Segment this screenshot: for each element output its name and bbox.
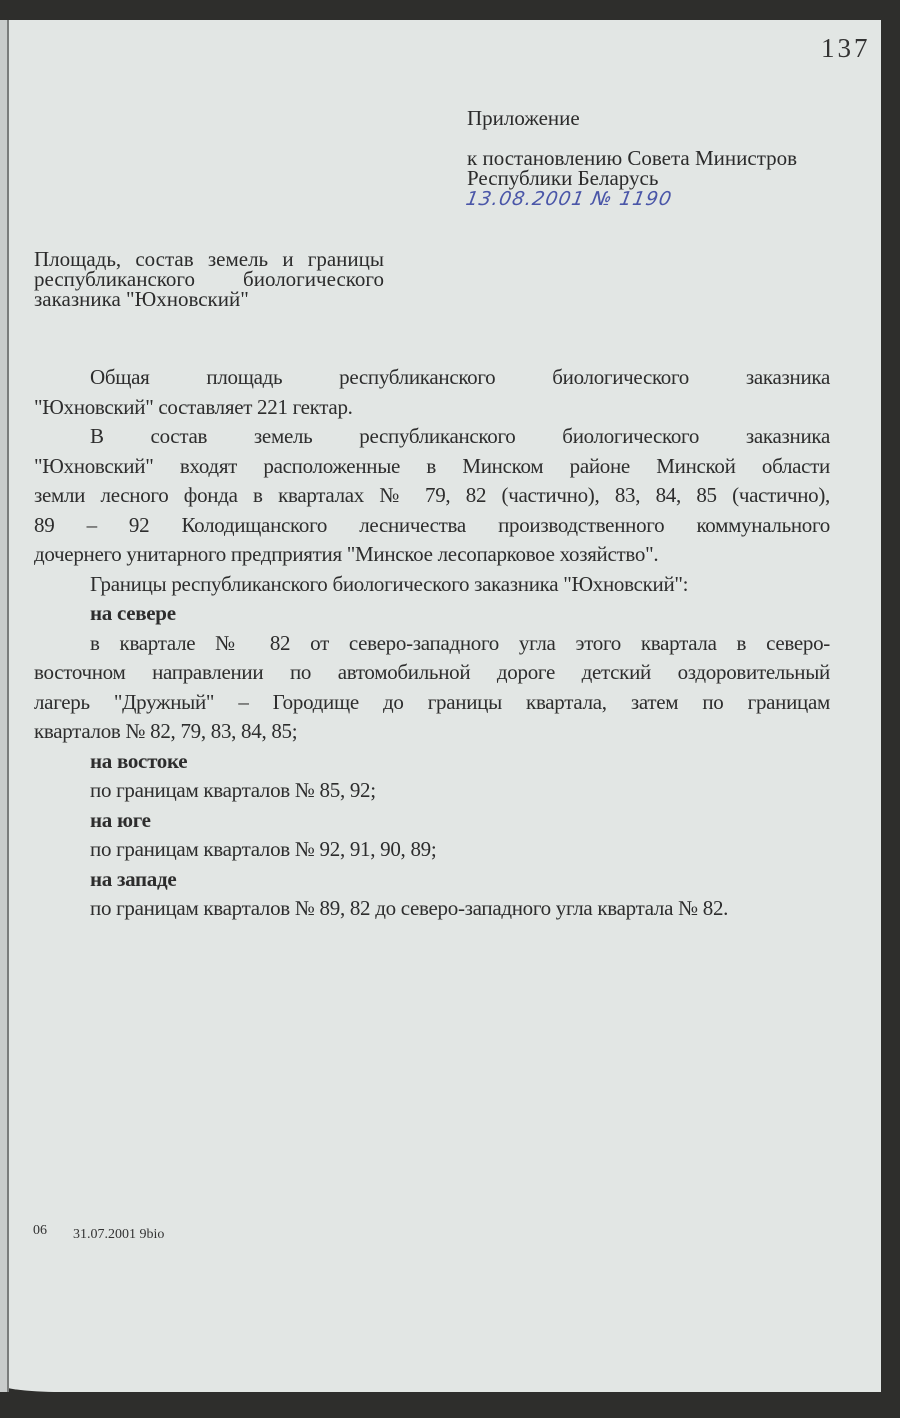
paragraph-line: 89 – 92 Колодищанского лесничества производственного коммунального xyxy=(34,512,830,537)
paragraph-line: "Юхновский" входят расположенные в Минском районе Минской области xyxy=(34,453,830,478)
paragraph-line: по границам кварталов № 89, 82 до северо-западного угла квартала № 82. xyxy=(90,896,729,920)
paragraph-line: В состав земель республиканского биологического заказника xyxy=(90,424,830,448)
paragraph-line: Общая площадь республиканского биологического заказника xyxy=(90,365,830,389)
section-label-north: на севере xyxy=(90,601,176,625)
paragraph-line: восточном направлении по автомобильной дороге детский оздоровительный xyxy=(34,660,830,684)
paragraph-line: по границам кварталов № 85, 92; xyxy=(90,778,376,802)
section-label-west: на западе xyxy=(90,866,177,891)
paragraph-line: земли лесного фонда в кварталах № 79, 82 (частично), 83, 84, 85 (частично), xyxy=(34,483,830,507)
document-page xyxy=(0,20,881,1392)
document-heading xyxy=(34,249,384,309)
page-number: 137 xyxy=(821,33,871,63)
heading-line: Площадь, состав земель и границы xyxy=(34,247,384,271)
section-label-east: на востоке xyxy=(90,748,188,773)
page-binding-edge xyxy=(0,20,9,1392)
paragraph-line: дочернего унитарного предприятия "Минское лесопарковое хозяйство". xyxy=(34,542,659,566)
paragraph-line: кварталов № 82, 79, 83, 84, 85; xyxy=(34,719,298,743)
footer-code: 06 xyxy=(33,1223,47,1238)
appendix-reference-line2: Республики Беларусь xyxy=(467,166,659,190)
heading-line: заказника "Юхновский" xyxy=(34,287,249,311)
paragraph-line: в квартале № 82 от северо-западного угла этого квартала в северо- xyxy=(90,630,830,655)
handwritten-date-number: 13.08.2001 № 1190 xyxy=(464,188,674,210)
section-label-south: на юге xyxy=(90,807,151,832)
appendix-reference-line1: к постановлению Совета Министров xyxy=(467,146,798,170)
paragraph-line: по границам кварталов № 92, 91, 90, 89; xyxy=(90,837,437,861)
paragraph-line: "Юхновский" составляет 221 гектар. xyxy=(34,394,353,419)
paragraph-line: Границы республиканского биологического заказника "Юхновский": xyxy=(90,571,689,596)
document-body xyxy=(34,363,830,924)
appendix-title: Приложение xyxy=(467,106,580,130)
paragraph-line: лагерь "Дружный" – Городище до границы квартала, затем по границам xyxy=(34,689,830,714)
footer-date-reference: 31.07.2001 9bio xyxy=(73,1227,165,1242)
heading-line: республиканского биологического xyxy=(34,267,384,291)
